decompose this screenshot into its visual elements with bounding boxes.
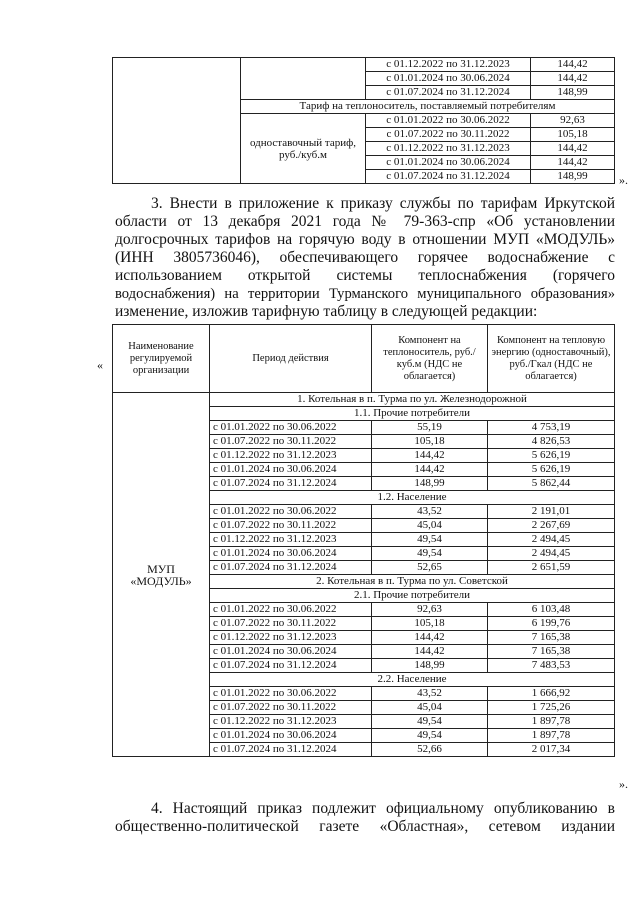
period-cell: с 01.01.2024 по 30.06.2024 (210, 463, 372, 477)
header-period: Период действия (210, 325, 372, 393)
value-cell: 92,63 (372, 603, 488, 617)
period-cell: с 01.07.2024 по 31.12.2024 (210, 477, 372, 491)
value-cell: 6 103,48 (488, 603, 615, 617)
text-line: (ИНН 3805736046), обеспечивающего горячее водоснабжение с (115, 249, 615, 266)
value-cell: 49,54 (372, 729, 488, 743)
period-cell: с 01.12.2022 по 31.12.2023 (210, 715, 372, 729)
value-cell: 1 897,78 (488, 715, 615, 729)
section-title-cell: 2. Котельная в п. Турма по ул. Советской (210, 575, 615, 589)
value-cell: 2 017,34 (488, 743, 615, 757)
period-cell: с 01.12.2022 по 31.12.2023 (366, 142, 531, 156)
value-cell: 45,04 (372, 701, 488, 715)
period-cell: с 01.01.2022 по 30.06.2022 (210, 421, 372, 435)
period-cell: с 01.07.2022 по 30.11.2022 (210, 701, 372, 715)
value-cell: 144,42 (372, 449, 488, 463)
section-title-cell: Тариф на теплоноситель, поставляемый потребителям (241, 100, 615, 114)
value-cell: 144,42 (372, 645, 488, 659)
section-title-cell: 1. Котельная в п. Турма по ул. Железнодорожной (210, 393, 615, 407)
value-cell: 4 826,53 (488, 435, 615, 449)
value-cell: 7 165,38 (488, 645, 615, 659)
value-cell: 49,54 (372, 533, 488, 547)
value-cell: 5 626,19 (488, 463, 615, 477)
text-line: изменение, изложив тарифную таблицу в следующей редакции: (115, 303, 538, 320)
value-cell: 144,42 (531, 58, 615, 72)
value-cell: 2 494,45 (488, 547, 615, 561)
table-row (113, 393, 615, 407)
value-cell: 2 267,69 (488, 519, 615, 533)
value-cell: 52,66 (372, 743, 488, 757)
opening-quote-mark: « (97, 358, 103, 372)
text-line: 3. Внести в приложение к приказу службы по тарифам Иркутской (151, 195, 615, 212)
period-cell: с 01.12.2022 по 31.12.2023 (210, 449, 372, 463)
period-cell: с 01.01.2024 по 30.06.2024 (366, 72, 531, 86)
group-title-cell: 1.1. Прочие потребители (210, 407, 615, 421)
header-org: Наименование регулируемой организации (113, 325, 210, 393)
value-cell: 144,42 (372, 463, 488, 477)
value-cell: 43,52 (372, 687, 488, 701)
text-line: области от 13 декабря 2021 года № 79-363-спр «Об установлении (115, 213, 615, 230)
value-cell: 1 725,26 (488, 701, 615, 715)
group-title-cell: 2.1. Прочие потребители (210, 589, 615, 603)
value-cell: 148,99 (531, 170, 615, 184)
value-cell: 148,99 (531, 86, 615, 100)
value-cell: 5 626,19 (488, 449, 615, 463)
period-cell: с 01.12.2022 по 31.12.2023 (366, 58, 531, 72)
empty-cell (241, 58, 366, 100)
period-cell: с 01.12.2022 по 31.12.2023 (210, 533, 372, 547)
top-tariff-table (112, 57, 615, 184)
period-cell: с 01.07.2024 по 31.12.2024 (366, 170, 531, 184)
period-cell: с 01.01.2022 по 30.06.2022 (366, 114, 531, 128)
period-cell: с 01.07.2024 по 31.12.2024 (366, 86, 531, 100)
text-line: общественно-политической газете «Областная», сетевом издании (115, 818, 615, 835)
value-cell: 148,99 (372, 659, 488, 673)
value-cell: 1 897,78 (488, 729, 615, 743)
value-cell: 43,52 (372, 505, 488, 519)
table-row (113, 58, 615, 72)
value-cell: 52,65 (372, 561, 488, 575)
period-cell: с 01.01.2024 по 30.06.2024 (366, 156, 531, 170)
value-cell: 105,18 (372, 617, 488, 631)
value-cell: 144,42 (372, 631, 488, 645)
text-line: 4. Настоящий приказ подлежит официальному опубликованию в (151, 800, 615, 817)
value-cell: 4 753,19 (488, 421, 615, 435)
period-cell: с 01.07.2024 по 31.12.2024 (210, 743, 372, 757)
value-cell: 2 191,01 (488, 505, 615, 519)
header-component-heat-carrier: Компонент на теплоноситель, руб./куб.м (НДС не облагается) (372, 325, 488, 393)
period-cell: с 01.07.2024 по 31.12.2024 (210, 659, 372, 673)
header-component-heat-energy: Компонент на тепловую энергию (одноставочный), руб./Гкал (НДС не облагается) (488, 325, 615, 393)
value-cell: 105,18 (531, 128, 615, 142)
value-cell: 105,18 (372, 435, 488, 449)
value-cell: 55,19 (372, 421, 488, 435)
value-cell: 7 165,38 (488, 631, 615, 645)
empty-cell (113, 58, 241, 184)
period-cell: с 01.01.2024 по 30.06.2024 (210, 729, 372, 743)
period-cell: с 01.12.2022 по 31.12.2023 (210, 631, 372, 645)
value-cell: 144,42 (531, 142, 615, 156)
period-cell: с 01.01.2022 по 30.06.2022 (210, 603, 372, 617)
value-cell: 148,99 (372, 477, 488, 491)
value-cell: 2 494,45 (488, 533, 615, 547)
text-line: водоснабжения) на территории Турманского муниципального образования» (115, 286, 615, 302)
closing-quote-mark: ». (619, 777, 628, 791)
value-cell: 144,42 (531, 72, 615, 86)
text-line: использованием открытой системы теплоснабжения (горячего (115, 267, 615, 284)
value-cell: 49,54 (372, 715, 488, 729)
value-cell: 49,54 (372, 547, 488, 561)
period-cell: с 01.07.2022 по 30.11.2022 (366, 128, 531, 142)
org-name-cell: МУП «МОДУЛЬ» (113, 393, 210, 757)
group-title-cell: 2.2. Население (210, 673, 615, 687)
value-cell: 6 199,76 (488, 617, 615, 631)
period-cell: с 01.07.2022 по 30.11.2022 (210, 435, 372, 449)
period-cell: с 01.01.2022 по 30.06.2022 (210, 687, 372, 701)
group-title-cell: 1.2. Население (210, 491, 615, 505)
value-cell: 7 483,53 (488, 659, 615, 673)
period-cell: с 01.07.2022 по 30.11.2022 (210, 617, 372, 631)
period-cell: с 01.01.2024 по 30.06.2024 (210, 645, 372, 659)
period-cell: с 01.01.2024 по 30.06.2024 (210, 547, 372, 561)
table-header-row (113, 325, 615, 393)
value-cell: 5 862,44 (488, 477, 615, 491)
period-cell: с 01.07.2024 по 31.12.2024 (210, 561, 372, 575)
period-cell: с 01.07.2022 по 30.11.2022 (210, 519, 372, 533)
value-cell: 144,42 (531, 156, 615, 170)
closing-quote-mark: ». (619, 173, 628, 187)
main-tariff-table (112, 324, 615, 757)
value-cell: 92,63 (531, 114, 615, 128)
value-cell: 2 651,59 (488, 561, 615, 575)
period-cell: с 01.01.2022 по 30.06.2022 (210, 505, 372, 519)
tariff-label-cell: одноставочный тариф, руб./куб.м (241, 114, 366, 184)
text-line: долгосрочных тарифов на горячую воду в отношении МУП «МОДУЛЬ» (115, 231, 615, 248)
value-cell: 1 666,92 (488, 687, 615, 701)
value-cell: 45,04 (372, 519, 488, 533)
